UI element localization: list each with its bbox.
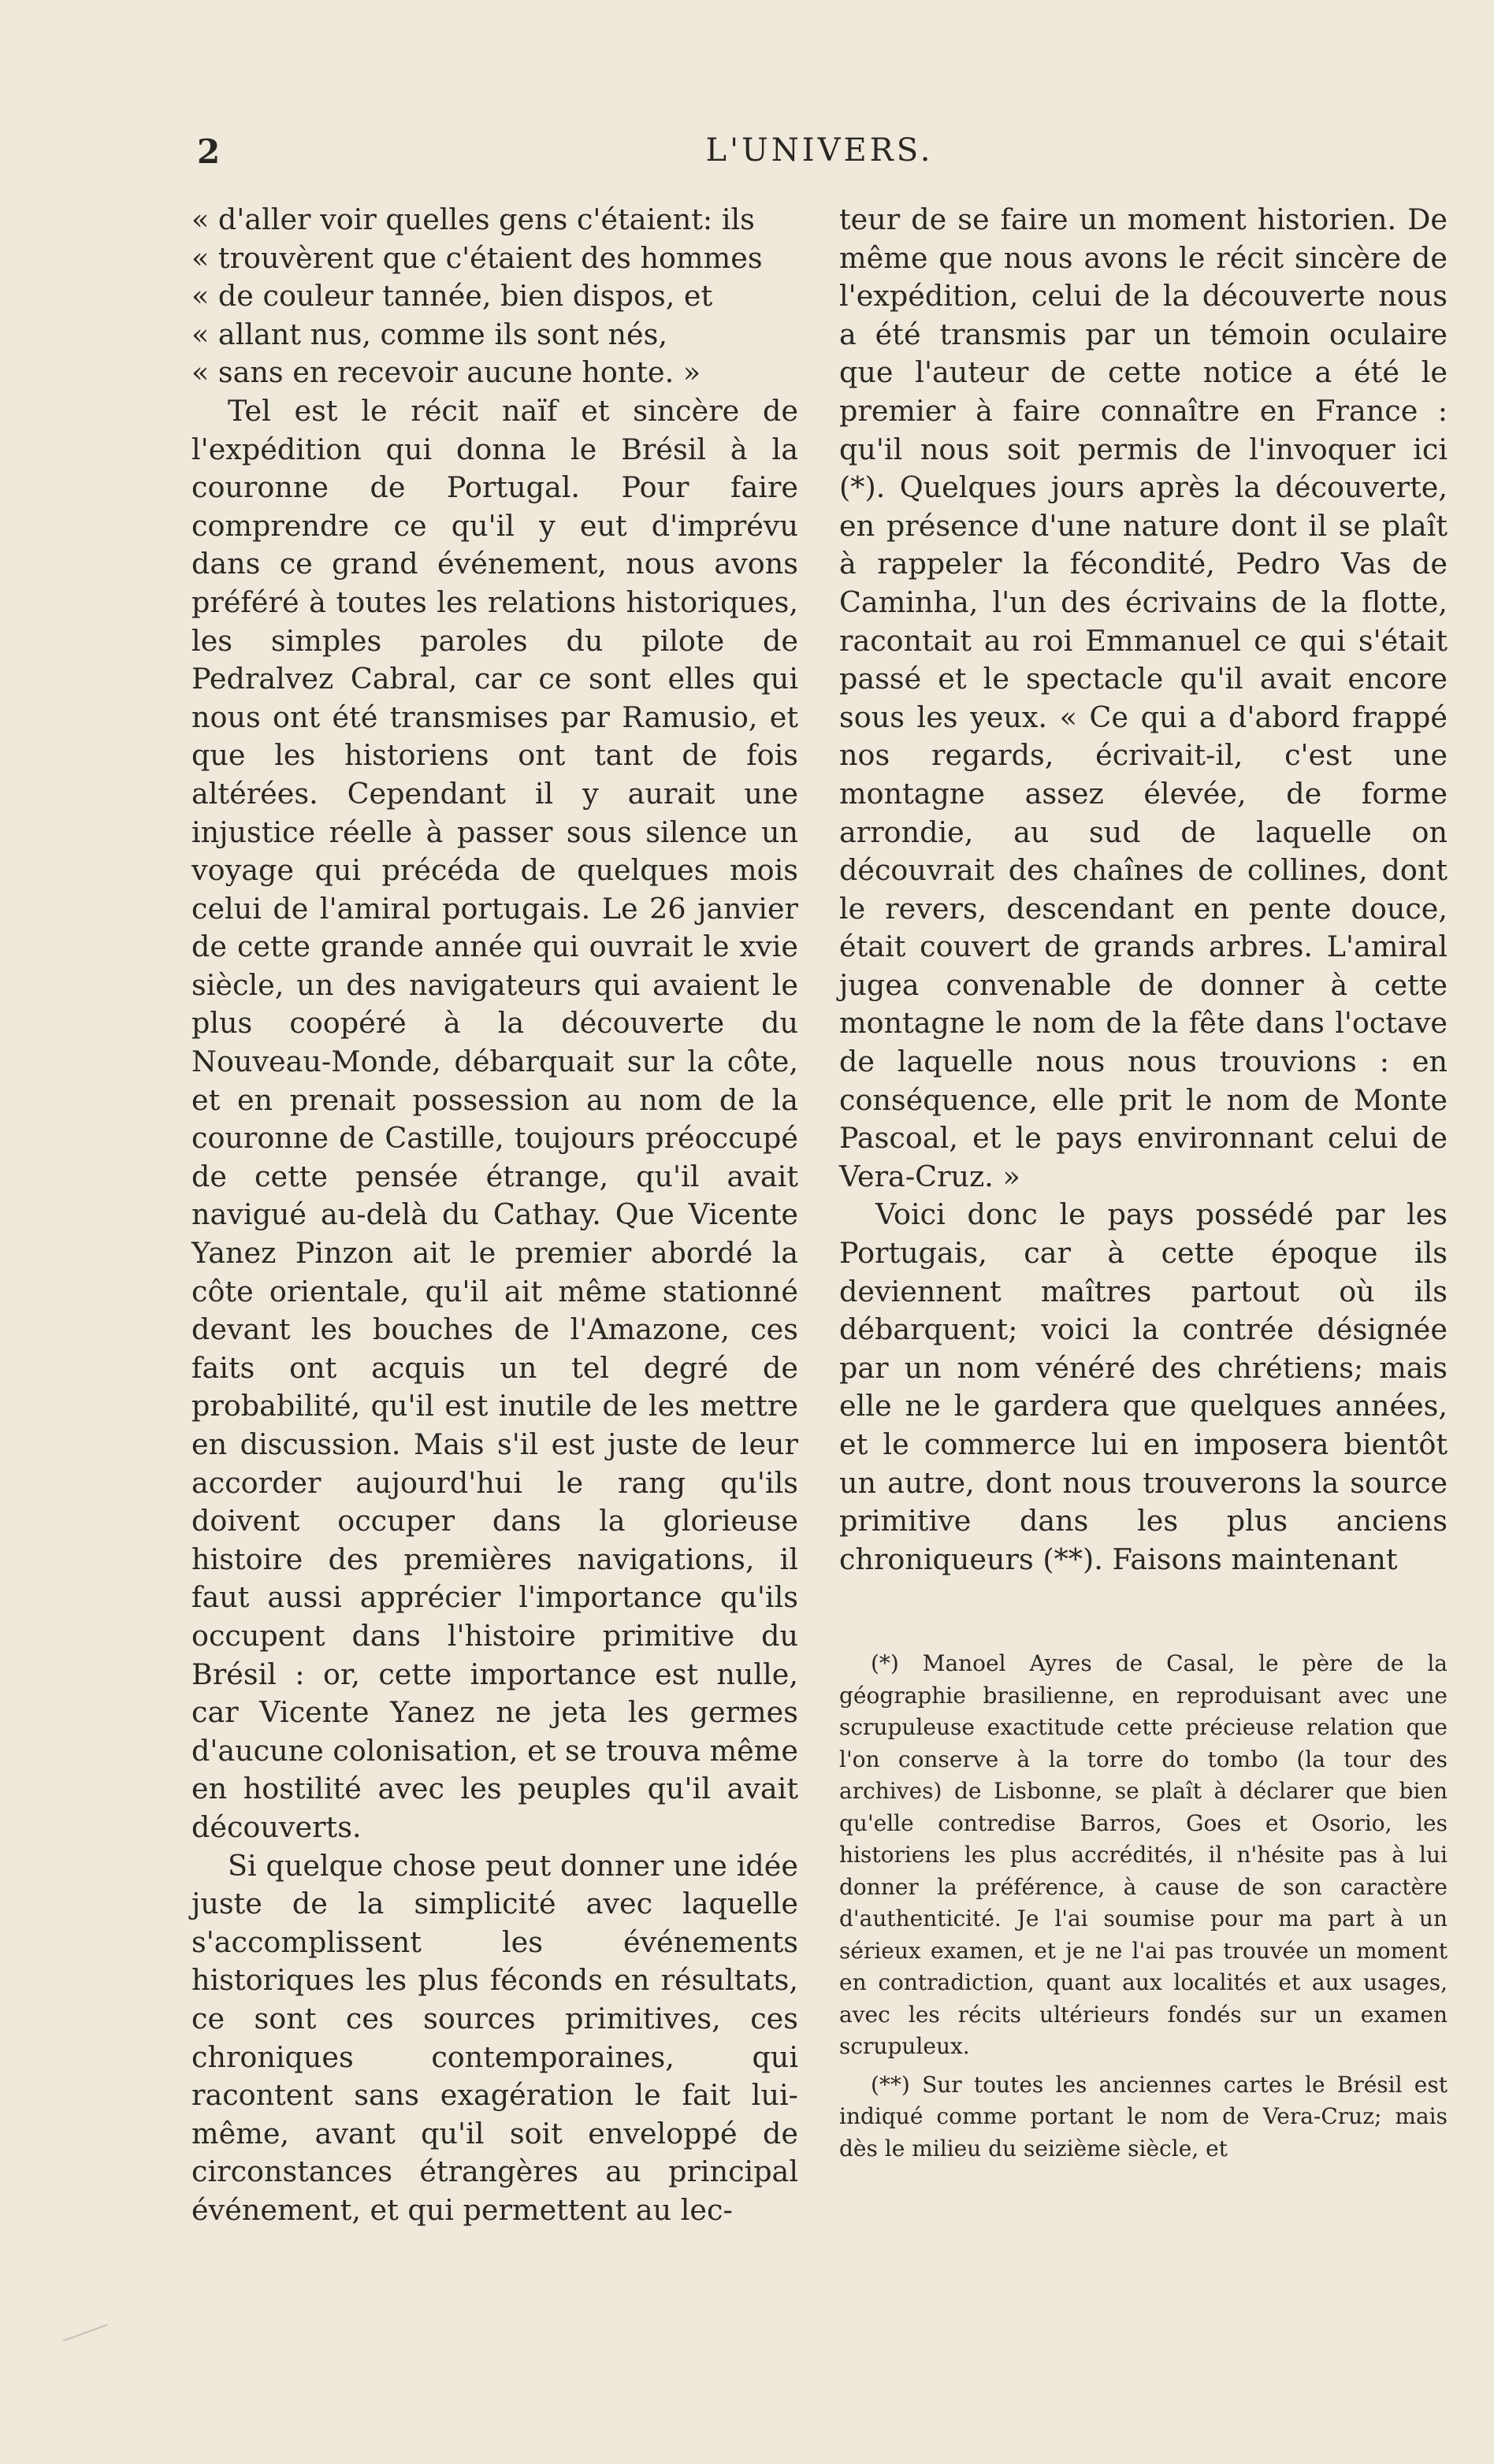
page-number: 2: [197, 132, 221, 171]
footnote-1: (*) Manoel Ayres de Casal, le père de la géographie brasilienne, en reproduisant avec une scrupuleuse exactitude cette précieuse relation que l'on conserve à la torre do tombo (la tour des archives) de Lisbonne, se plaît à déclarer que bien qu'elle contredise Barros, Goes et Osorio, les historiens les plus accrédités, il n'hésite pas à lui donner la préférence, à cause de son caractère d'authenticité. Je l'ai soumise pour ma part à un sérieux examen, et je ne l'ai pas trouvée un moment en contradiction, quant aux localités et aux usages, avec les récits ultérieurs fondés sur un examen scrupuleux.: [839, 1650, 1448, 2059]
quote-line: « de couleur tannée, bien dispos, et: [191, 279, 713, 314]
footnotes: [839, 1648, 1448, 2171]
left-column: [191, 201, 798, 2229]
quote-line: « sans en recevoir aucune honte. »: [191, 355, 701, 390]
paper-mark: [63, 2324, 110, 2349]
right-column: [839, 201, 1448, 1579]
paragraph-vera-cruz: Voici donc le pays possédé par les Portugais, car à cette époque ils deviennent maîtres partout où ils débarquent; voici la contrée désignée par un nom vénéré des chrétiens; mais elle ne le gardera que quelques années, et le commerce lui en imposera bientôt un autre, dont nous trouverons la source primitive dans les plus anciens chroniqueurs (**). Faisons maintenant: [839, 1197, 1448, 1576]
quote-block: [191, 201, 798, 392]
quote-line: « allant nus, comme ils sont nés,: [191, 317, 667, 351]
footnote-divider: [839, 1637, 1448, 1638]
quote-line: « trouvèrent que c'étaient des hommes: [191, 240, 763, 275]
paragraph-cabral: Tel est le récit naïf et sincère de l'expédition qui donna le Brésil à la couronne de Portugal. Pour faire comprendre ce qu'il y eut d'imprévu dans ce grand événement, nous avons préféré à toutes les relations historiques, les simples paroles du pilote de Pedralvez Cabral, car ce sont elles qui nous ont été transmises par Ramusio, et que les historiens ont tant de fois altérées. Cependant il y aurait une injustice réelle à passer sous silence un voyage qui précéda de quelques mois celui de l'amiral portugais. Le 26 janvier de cette grande année qui ouvrait le xvie siècle, un des navigateurs qui avaient le plus coopéré à la découverte du Nouveau-Monde, débarquait sur la côte, et en prenait possession au nom de la couronne de Castille, toujours préoccupé de cette pensée étrange, qu'il avait navigué au-delà du Cathay. Que Vicente Yanez Pinzon ait le premier abordé la côte orientale, qu'il ait même stationné devant les bouches de l'Amazone, ces faits ont acquis un tel degré de probabilité, qu'il est inutile de les mettre en discussion. Mais s'il est juste de leur accorder aujourd'hui le rang qu'ils doivent occuper dans la glorieuse histoire des premières navigations, il faut aussi apprécier l'importance qu'ils occupent dans l'histoire primitive du Brésil : or, cette importance est nulle, car Vicente Yanez ne jeta les germes d'aucune colonisation, et se trouva même en hostilité avec les peuples qu'il avait découverts.: [191, 393, 798, 1844]
page-header: [189, 132, 1450, 180]
paragraph-sources: Si quelque chose peut donner une idée juste de la simplicité avec laquelle s'accomplissent les événements historiques les plus féconds en résultats, ce sont ces sources primitives, ces chroniques contemporaines, qui racontent sans exagération le fait lui-même, avant qu'il soit enveloppé de circonstances étrangères au principal événement, et qui permettent au lec-: [191, 1848, 798, 2227]
footnote-2: (**) Sur toutes les anciennes cartes le Brésil est indiqué comme portant le nom de Vera-Cruz; mais dès le milieu du seizième siècle, et: [839, 2071, 1448, 2162]
quote-line: « d'aller voir quelles gens c'étaient: ils: [191, 202, 755, 236]
paragraph-caminha: teur de se faire un moment historien. De même que nous avons le récit sincère de l'expédition, celui de la découverte nous a été transmis par un témoin oculaire que l'auteur de cette notice a été le premier à faire connaître en France : qu'il nous soit permis de l'invoquer ici (*). Quelques jours après la découverte, en présence d'une nature dont il se plaît à rappeler la fécondité, Pedro Vas de Caminha, l'un des écrivains de la flotte, racontait au roi Emmanuel ce qui s'était passé et le spectacle qu'il avait encore sous les yeux. « Ce qui a d'abord frappé nos regards, écrivait-il, c'est une montagne assez élevée, de forme arrondie, au sud de laquelle on découvrait des chaînes de collines, dont le revers, descendant en pente douce, était couvert de grands arbres. L'amiral jugea convenable de donner à cette montagne le nom de la fête dans l'octave de laquelle nous nous trouvions : en conséquence, elle prit le nom de Monte Pascoal, et le pays environnant celui de Vera-Cruz. »: [839, 202, 1448, 1193]
running-head: L'UNIVERS.: [705, 132, 934, 169]
